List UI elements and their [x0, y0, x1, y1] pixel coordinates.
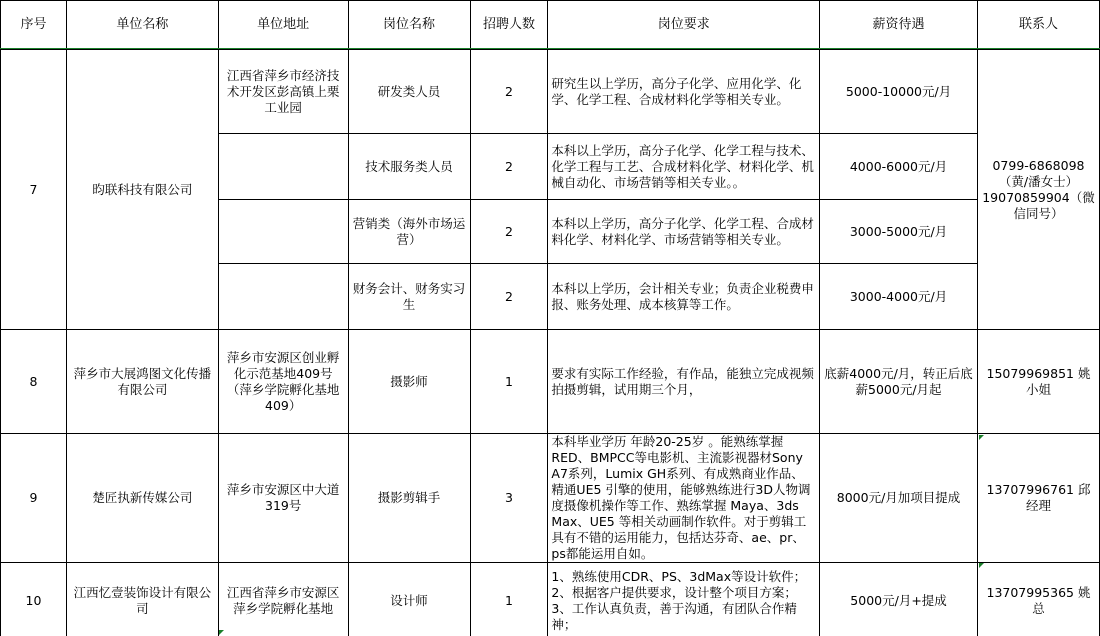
cell-position[interactable]: 设计师 — [348, 563, 470, 636]
table-row — [1, 50, 1100, 134]
header-position[interactable]: 岗位名称 — [348, 1, 470, 50]
cell-contact[interactable]: 0799-6868098（黄/潘女士）19070859904（微信同号） — [977, 50, 1099, 330]
cell-salary[interactable]: 4000-6000元/月 — [820, 134, 978, 200]
cell-position[interactable]: 摄影剪辑手 — [348, 434, 470, 563]
cell-contact[interactable]: 13707996761 邱经理 — [977, 434, 1099, 563]
header-separator — [0, 48, 1100, 49]
cell-address-empty[interactable] — [218, 264, 348, 330]
cell-address-empty[interactable] — [218, 200, 348, 264]
cell-count[interactable]: 2 — [470, 134, 548, 200]
cell-requirement[interactable]: 研究生以上学历，高分子化学、应用化学、化学、化学工程、合成材料化学等相关专业。 — [548, 50, 820, 134]
cell-requirement[interactable]: 1、熟练使用CDR、PS、3dMax等设计软件；2、根据客户提供要求，设计整个项目方案；3、工作认真负责，善于沟通，有团队合作精神； — [548, 563, 820, 636]
header-salary[interactable]: 薪资待遇 — [820, 1, 978, 50]
table-row — [1, 330, 1100, 434]
cell-requirement[interactable]: 本科以上学历，会计相关专业；负责企业税费申报、账务处理、成本核算等工作。 — [548, 264, 820, 330]
header-company[interactable]: 单位名称 — [66, 1, 218, 50]
cell-seq[interactable]: 9 — [1, 434, 67, 563]
cell-position[interactable]: 技术服务类人员 — [348, 134, 470, 200]
cell-salary[interactable]: 3000-5000元/月 — [820, 200, 978, 264]
cell-position[interactable]: 营销类（海外市场运营） — [348, 200, 470, 264]
cell-position[interactable]: 财务会计、财务实习生 — [348, 264, 470, 330]
cell-count[interactable]: 1 — [470, 563, 548, 636]
cell-salary[interactable]: 8000元/月加项目提成 — [820, 434, 978, 563]
cell-position[interactable]: 研发类人员 — [348, 50, 470, 134]
header-requirement[interactable]: 岗位要求 — [548, 1, 820, 50]
cell-address[interactable]: 萍乡市安源区中大道319号 — [218, 434, 348, 563]
cell-requirement[interactable]: 要求有实际工作经验，有作品，能独立完成视频拍摄剪辑，试用期三个月， — [548, 330, 820, 434]
header-contact[interactable]: 联系人 — [977, 1, 1099, 50]
cell-count[interactable]: 1 — [470, 330, 548, 434]
header-seq[interactable]: 序号 — [1, 1, 67, 50]
table-row — [1, 434, 1100, 563]
comment-marker-icon — [219, 630, 224, 635]
cell-address[interactable]: 江西省萍乡市安源区萍乡学院孵化基地 — [218, 563, 348, 636]
header-row — [1, 1, 1100, 50]
table-row — [1, 563, 1100, 636]
cell-address[interactable]: 江西省萍乡市经济技术开发区彭高镇上栗工业园 — [218, 50, 348, 134]
cell-seq[interactable]: 8 — [1, 330, 67, 434]
cell-company[interactable]: 江西忆壹装饰设计有限公司 — [66, 563, 218, 636]
cell-count[interactable]: 2 — [470, 200, 548, 264]
cell-salary[interactable]: 底薪4000元/月，转正后底薪5000元/月起 — [820, 330, 978, 434]
cell-seq[interactable]: 7 — [1, 50, 67, 330]
cell-position[interactable]: 摄影师 — [348, 330, 470, 434]
cell-requirement[interactable]: 本科毕业学历 年龄20-25岁 。能熟练掌握RED、BMPCC等电影机、主流影视器材Sony A7系列，Lumix GH系列、有成熟商业作品、精通UE5 引擎的使用，能够熟练进行3D人物调度摄像机操作等工作、熟练掌握 Maya、3ds Max、UE5 等相关动画制作软件。对于剪辑工具有不错的运用能力，包括达芬奇、ae、pr、ps都能运用自如。 — [548, 434, 820, 563]
cell-count[interactable]: 3 — [470, 434, 548, 563]
header-address[interactable]: 单位地址 — [218, 1, 348, 50]
cell-salary[interactable]: 5000元/月+提成 — [820, 563, 978, 636]
header-count[interactable]: 招聘人数 — [470, 1, 548, 50]
comment-marker-icon — [979, 435, 984, 440]
cell-company[interactable]: 昀联科技有限公司 — [66, 50, 218, 330]
cell-company[interactable]: 楚匠执新传媒公司 — [66, 434, 218, 563]
cell-count[interactable]: 2 — [470, 50, 548, 134]
cell-count[interactable]: 2 — [470, 264, 548, 330]
comment-marker-icon — [979, 563, 984, 568]
cell-contact[interactable]: 15079969851 姚小姐 — [977, 330, 1099, 434]
cell-company[interactable]: 萍乡市大展鸿图文化传播有限公司 — [66, 330, 218, 434]
cell-requirement[interactable]: 本科以上学历，高分子化学、化学工程与技术、化学工程与工艺、合成材料化学、材料化学、机械自动化、市场营销等相关专业。。 — [548, 134, 820, 200]
cell-requirement[interactable]: 本科以上学历，高分子化学、化学工程、合成材料化学、材料化学、市场营销等相关专业。 — [548, 200, 820, 264]
cell-seq[interactable]: 10 — [1, 563, 67, 636]
cell-salary[interactable]: 5000-10000元/月 — [820, 50, 978, 134]
cell-contact[interactable]: 13707995365 姚总 — [977, 563, 1099, 636]
cell-address[interactable]: 萍乡市安源区创业孵化示范基地409号（萍乡学院孵化基地409） — [218, 330, 348, 434]
cell-address-empty[interactable] — [218, 134, 348, 200]
cell-salary[interactable]: 3000-4000元/月 — [820, 264, 978, 330]
